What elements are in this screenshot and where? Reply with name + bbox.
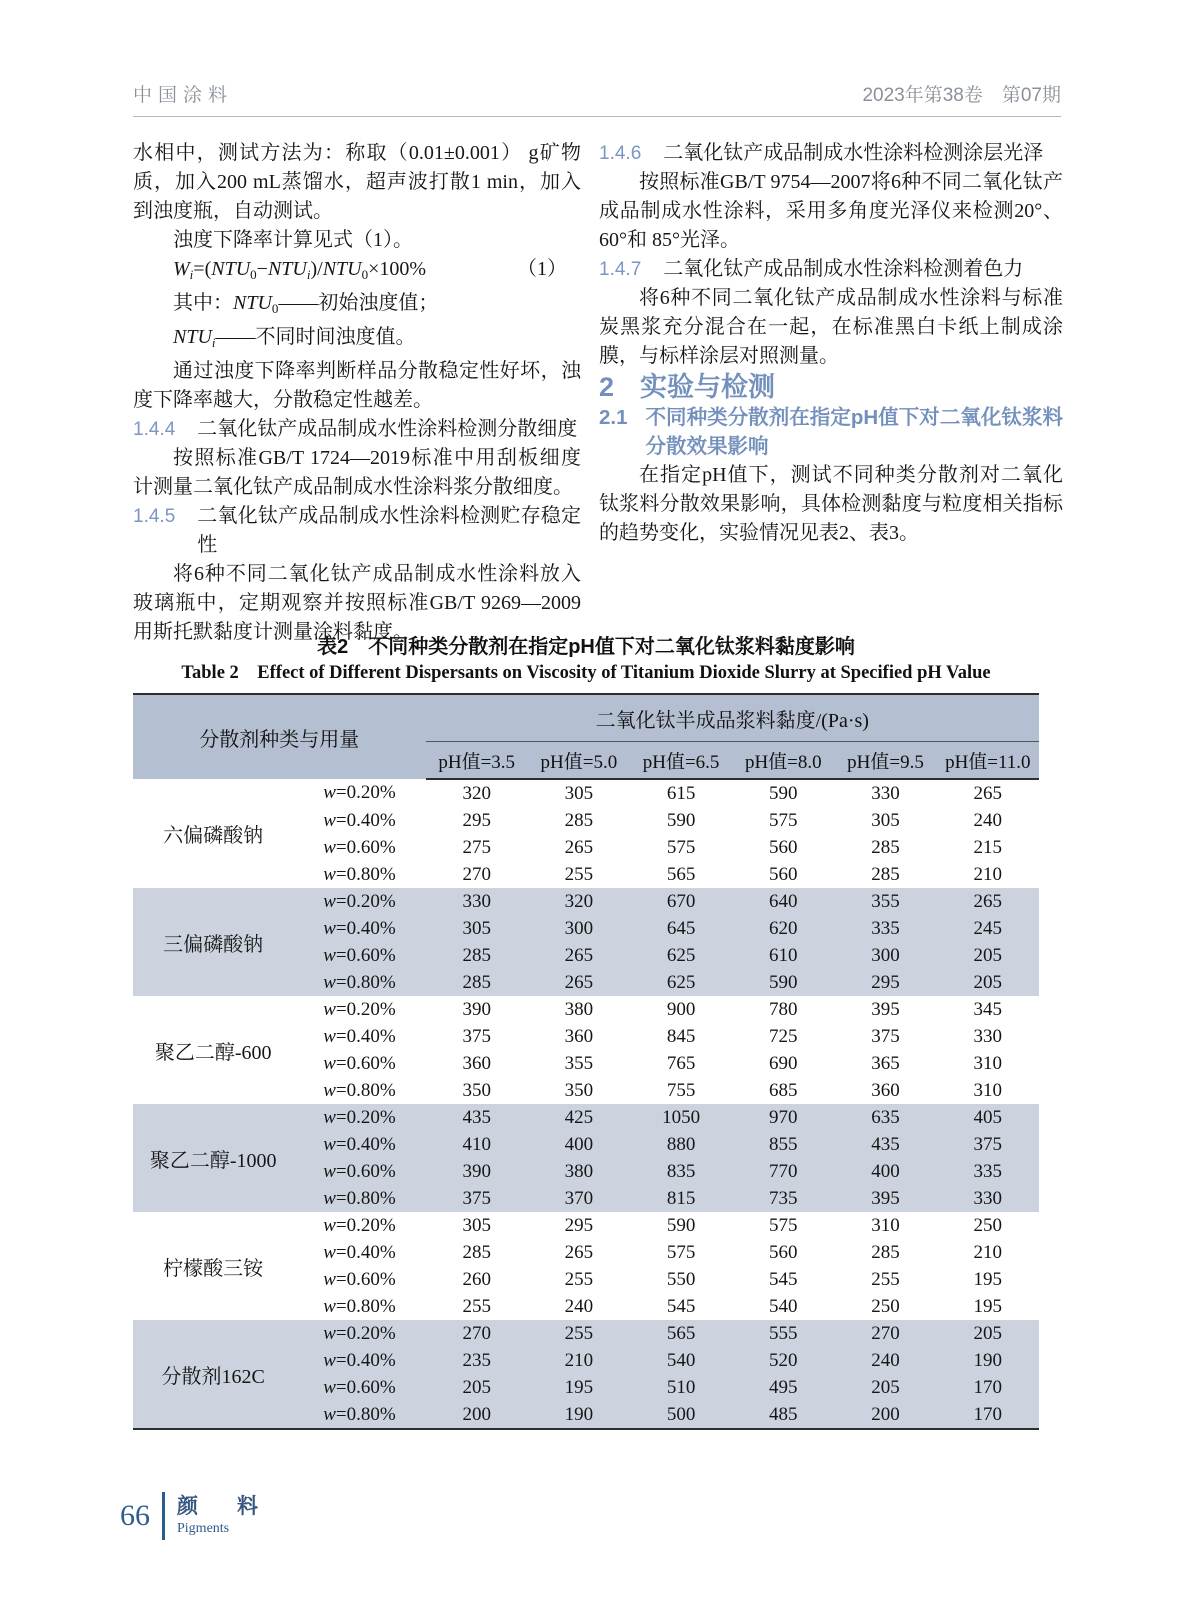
- viscosity-value-cell: 285: [426, 942, 528, 969]
- viscosity-value-cell: 1050: [630, 1104, 732, 1131]
- viscosity-value-cell: 300: [528, 915, 630, 942]
- viscosity-value-cell: 190: [528, 1401, 630, 1429]
- viscosity-value-cell: 405: [937, 1104, 1039, 1131]
- viscosity-value-cell: 330: [937, 1185, 1039, 1212]
- viscosity-value-cell: 305: [462, 1214, 491, 1236]
- viscosity-value-cell: 305: [871, 809, 900, 831]
- section-number: 1.4.7: [599, 259, 642, 280]
- footer-section: [177, 1494, 267, 1538]
- viscosity-value-cell: 200: [426, 1401, 528, 1429]
- viscosity-value-cell: 550: [666, 1268, 696, 1290]
- viscosity-value-cell: 240: [834, 1347, 936, 1374]
- viscosity-value-cell: 425: [528, 1104, 630, 1131]
- viscosity-value-cell: 265: [564, 1241, 594, 1263]
- journal-name: 中国涂料: [133, 85, 234, 106]
- dosage-cell: w=0.60%: [323, 1052, 396, 1074]
- dosage-cell: w=0.20%: [323, 1214, 396, 1236]
- viscosity-value-cell: 255: [564, 1268, 594, 1290]
- viscosity-value-cell: 640: [732, 888, 834, 915]
- section-heading-1-4-4: [133, 415, 581, 444]
- table-row: [133, 888, 1039, 915]
- table2-block: [133, 634, 1039, 1430]
- viscosity-value-cell: 380: [528, 1158, 630, 1185]
- text-run: ×100%: [368, 258, 427, 280]
- viscosity-value-cell: 350: [564, 1079, 594, 1101]
- dosage-cell: w=0.40%: [293, 1347, 425, 1374]
- viscosity-value-cell: 335: [937, 1158, 1039, 1185]
- text-run: i: [189, 267, 194, 282]
- section-number: 1.4.6: [599, 143, 642, 164]
- dosage-cell: w=0.20%: [323, 782, 396, 803]
- viscosity-value-cell: 765: [666, 1052, 696, 1074]
- dosage-cell: w=0.80%: [293, 969, 425, 996]
- viscosity-value-cell: 845: [666, 1025, 696, 1047]
- para-1-4-7: 将6种不同二氧化钛产成品制成水性涂料与标准炭黑浆充分混合在一起，在标准黑白卡纸上制成涂膜，与标样涂层对照测量。: [599, 287, 1063, 367]
- footer-section-cn: 颜 料: [177, 1495, 267, 1518]
- page-footer: [120, 1492, 267, 1540]
- table-row: [133, 779, 1039, 807]
- table-row: [133, 1104, 1039, 1131]
- viscosity-value-cell: 375: [937, 1131, 1039, 1158]
- viscosity-value-cell: 270: [834, 1320, 936, 1347]
- text-run: NTU: [322, 258, 362, 280]
- table-row: [133, 1212, 1039, 1239]
- viscosity-value-cell: 265: [528, 969, 630, 996]
- section-number: 1.4.4: [133, 419, 176, 440]
- viscosity-value-cell: 295: [564, 1214, 594, 1236]
- equation-number: （1）: [517, 258, 567, 280]
- section-number: 1.4.5: [133, 506, 176, 527]
- left-column: [133, 139, 581, 647]
- table-body: [133, 779, 1039, 1429]
- viscosity-value-cell: 265: [973, 782, 1003, 804]
- section-title: 二氧化钛产成品制成水性涂料检测贮存稳定性: [197, 505, 581, 556]
- viscosity-value-cell: 250: [973, 1214, 1003, 1236]
- viscosity-value-cell: 300: [834, 942, 936, 969]
- text-run: NTU: [211, 258, 251, 280]
- viscosity-value-cell: 205: [834, 1374, 936, 1401]
- viscosity-value-cell: 360: [871, 1079, 900, 1101]
- viscosity-value-cell: 205: [937, 969, 1039, 996]
- viscosity-value-cell: 555: [732, 1320, 834, 1347]
- viscosity-value-cell: 625: [630, 942, 732, 969]
- viscosity-value-cell: 195: [528, 1374, 630, 1401]
- viscosity-value-cell: 285: [871, 836, 900, 858]
- viscosity-value-cell: 855: [732, 1131, 834, 1158]
- dosage-cell: w=0.40%: [323, 1025, 396, 1047]
- dosage-cell: w=0.80%: [293, 1185, 425, 1212]
- viscosity-value-cell: 780: [769, 998, 798, 1020]
- viscosity-value-cell: 690: [769, 1052, 798, 1074]
- viscosity-value-cell: 240: [564, 1295, 594, 1317]
- viscosity-value-cell: 270: [426, 1320, 528, 1347]
- viscosity-value-cell: 245: [937, 915, 1039, 942]
- viscosity-value-cell: 880: [630, 1131, 732, 1158]
- viscosity-value-cell: 210: [973, 863, 1003, 885]
- viscosity-value-cell: 635: [834, 1104, 936, 1131]
- table-title-cn: 表2 不同种类分散剂在指定pH值下对二氧化钛浆料黏度影响: [317, 636, 855, 658]
- section-number: 2.1: [599, 406, 628, 429]
- viscosity-value-cell: 205: [937, 942, 1039, 969]
- text-run: NTU: [233, 292, 272, 314]
- dosage-cell: w=0.60%: [323, 1268, 396, 1290]
- issue-info: 2023年第38卷 第07期: [862, 85, 1061, 106]
- text-run: NTU: [173, 326, 212, 348]
- text-run: 0: [271, 301, 279, 316]
- page-number: 66: [120, 1499, 150, 1532]
- ph-column-header: pH值=6.5: [630, 742, 732, 780]
- viscosity-table: [133, 693, 1039, 1430]
- viscosity-value-cell: 590: [769, 782, 798, 804]
- dispersant-name-cell: 聚乙二醇-600: [154, 1041, 272, 1064]
- viscosity-value-cell: 210: [528, 1347, 630, 1374]
- viscosity-value-cell: 380: [564, 998, 594, 1020]
- viscosity-value-cell: 170: [937, 1374, 1039, 1401]
- viscosity-value-cell: 625: [630, 969, 732, 996]
- text-run: =(: [193, 258, 212, 280]
- dosage-cell: w=0.80%: [323, 863, 396, 885]
- viscosity-value-cell: 815: [630, 1185, 732, 1212]
- viscosity-value-cell: 200: [834, 1401, 936, 1429]
- viscosity-value-cell: 735: [732, 1185, 834, 1212]
- viscosity-value-cell: 320: [528, 888, 630, 915]
- viscosity-value-cell: 170: [937, 1401, 1039, 1429]
- table-header: [133, 694, 1039, 779]
- viscosity-value-cell: 540: [630, 1347, 732, 1374]
- viscosity-value-cell: 310: [871, 1214, 900, 1236]
- viscosity-value-cell: 335: [834, 915, 936, 942]
- dosage-cell: w=0.40%: [293, 1131, 425, 1158]
- dosage-cell: w=0.40%: [323, 1241, 396, 1263]
- header-dispersant-type: 分散剂种类与用量: [133, 694, 426, 779]
- viscosity-value-cell: 900: [666, 998, 696, 1020]
- viscosity-value-cell: 575: [666, 836, 696, 858]
- viscosity-value-cell: 590: [666, 1214, 696, 1236]
- text-run: NTU: [267, 258, 307, 280]
- dosage-cell: w=0.20%: [293, 1320, 425, 1347]
- viscosity-value-cell: 195: [973, 1295, 1003, 1317]
- viscosity-value-cell: 250: [871, 1295, 900, 1317]
- ph-column-header: pH值=9.5: [834, 742, 936, 780]
- dosage-cell: w=0.80%: [293, 1401, 425, 1429]
- viscosity-value-cell: 400: [528, 1131, 630, 1158]
- dispersant-name-cell: 分散剂162C: [133, 1320, 293, 1429]
- section-heading-1-4-5: [133, 502, 581, 560]
- viscosity-value-cell: 360: [462, 1052, 491, 1074]
- header-viscosity-group: 二氧化钛半成品浆料黏度/(Pa·s): [426, 694, 1039, 742]
- equation-expression: [173, 255, 426, 289]
- table-row: [133, 996, 1039, 1023]
- viscosity-value-cell: 560: [769, 863, 798, 885]
- viscosity-value-cell: 560: [769, 1241, 798, 1263]
- viscosity-value-cell: 375: [462, 1025, 491, 1047]
- viscosity-value-cell: 755: [666, 1079, 696, 1101]
- viscosity-value-cell: 265: [528, 942, 630, 969]
- section-title: 二氧化钛产成品制成水性涂料检测分散细度: [197, 418, 578, 440]
- viscosity-value-cell: 365: [871, 1052, 900, 1074]
- viscosity-value-cell: 255: [871, 1268, 900, 1290]
- viscosity-value-cell: 395: [871, 998, 900, 1020]
- text-run: i: [306, 267, 311, 282]
- viscosity-value-cell: 565: [630, 1320, 732, 1347]
- viscosity-value-cell: 360: [564, 1025, 594, 1047]
- dosage-cell: w=0.80%: [323, 1295, 396, 1317]
- viscosity-value-cell: 265: [937, 888, 1039, 915]
- viscosity-value-cell: 400: [834, 1158, 936, 1185]
- viscosity-value-cell: 390: [462, 998, 491, 1020]
- viscosity-value-cell: 205: [937, 1320, 1039, 1347]
- viscosity-value-cell: 215: [973, 836, 1003, 858]
- para-2-1: 在指定pH值下，测试不同种类分散剂对二氧化钛浆料分散效果影响，具体检测黏度与粒度相关指标的趋势变化，实验情况见表2、表3。: [599, 464, 1063, 544]
- dosage-cell: w=0.40%: [293, 915, 425, 942]
- viscosity-value-cell: 295: [462, 809, 491, 831]
- viscosity-value-cell: 355: [834, 888, 936, 915]
- viscosity-value-cell: 240: [973, 809, 1003, 831]
- footer-divider: [162, 1492, 165, 1540]
- viscosity-value-cell: 350: [462, 1079, 491, 1101]
- dosage-cell: w=0.20%: [293, 888, 425, 915]
- section-heading-1-4-7: [599, 255, 1063, 284]
- text-run: i: [211, 335, 216, 350]
- text-run: )/: [310, 258, 323, 280]
- text-run: 0: [361, 267, 369, 282]
- viscosity-value-cell: 435: [426, 1104, 528, 1131]
- dosage-cell: w=0.20%: [293, 1104, 425, 1131]
- viscosity-value-cell: 330: [871, 782, 900, 804]
- para-formula-intro: 浊度下降率计算见式（1）。: [173, 229, 413, 251]
- footer-section-en: Pigments: [177, 1521, 230, 1536]
- viscosity-value-cell: 500: [630, 1401, 732, 1429]
- viscosity-value-cell: 770: [732, 1158, 834, 1185]
- viscosity-value-cell: 205: [426, 1374, 528, 1401]
- viscosity-value-cell: 210: [973, 1241, 1003, 1263]
- viscosity-value-cell: 575: [666, 1241, 696, 1263]
- viscosity-value-cell: 320: [462, 782, 491, 804]
- viscosity-value-cell: 685: [769, 1079, 798, 1101]
- dosage-cell: w=0.40%: [323, 809, 396, 831]
- viscosity-value-cell: 255: [528, 1320, 630, 1347]
- dispersant-name-cell: 三偏磷酸钠: [133, 888, 293, 996]
- ph-column-header: pH值=8.0: [732, 742, 834, 780]
- viscosity-value-cell: 190: [937, 1347, 1039, 1374]
- ph-column-header: pH值=3.5: [426, 742, 528, 780]
- dosage-cell: w=0.60%: [293, 1158, 425, 1185]
- viscosity-value-cell: 410: [426, 1131, 528, 1158]
- viscosity-value-cell: 575: [769, 1214, 798, 1236]
- viscosity-value-cell: 260: [462, 1268, 491, 1290]
- viscosity-value-cell: 265: [564, 836, 594, 858]
- dosage-cell: w=0.60%: [323, 836, 396, 858]
- section-number: 2: [599, 372, 615, 402]
- equation-where-line-2: [133, 323, 581, 357]
- equation-where-line-1: [133, 289, 581, 323]
- viscosity-value-cell: 510: [630, 1374, 732, 1401]
- para-1-4-5: 将6种不同二氧化钛产成品制成水性涂料放入玻璃瓶中，定期观察并按照标准GB/T 9269—2009用斯托默黏度计测量涂料黏度。: [133, 563, 581, 643]
- viscosity-value-cell: 310: [973, 1079, 1003, 1101]
- text-run: ——初始浊度值；: [278, 292, 439, 314]
- ph-column-header: pH值=5.0: [528, 742, 630, 780]
- viscosity-value-cell: 345: [973, 998, 1003, 1020]
- dosage-cell: w=0.60%: [293, 1374, 425, 1401]
- viscosity-value-cell: 520: [732, 1347, 834, 1374]
- viscosity-value-cell: 285: [462, 1241, 491, 1263]
- ph-column-header: pH值=11.0: [937, 742, 1039, 780]
- table-row: [133, 1320, 1039, 1347]
- viscosity-value-cell: 645: [630, 915, 732, 942]
- viscosity-value-cell: 285: [564, 809, 594, 831]
- viscosity-value-cell: 395: [834, 1185, 936, 1212]
- dosage-cell: w=0.80%: [323, 1079, 396, 1101]
- para-1-4-4: 按照标准GB/T 1724—2019标准中用刮板细度计测量二氧化钛产成品制成水性涂料浆分散细度。: [133, 447, 581, 498]
- text-run: 其中：: [173, 292, 233, 314]
- viscosity-value-cell: 560: [769, 836, 798, 858]
- table-title-en: Table 2 Effect of Different Dispersants on Viscosity of Titanium Dioxide Slurry at Specified pH Value: [181, 663, 991, 683]
- viscosity-value-cell: 305: [426, 915, 528, 942]
- section-title: 不同种类分散剂在指定pH值下对二氧化钛浆料分散效果影响: [645, 406, 1063, 458]
- viscosity-value-cell: 295: [834, 969, 936, 996]
- viscosity-value-cell: 285: [871, 863, 900, 885]
- viscosity-value-cell: 285: [426, 969, 528, 996]
- viscosity-value-cell: 195: [973, 1268, 1003, 1290]
- section-heading-2-1: [599, 403, 1063, 461]
- dispersant-name-cell: 六偏磷酸钠: [163, 825, 264, 847]
- viscosity-value-cell: 330: [426, 888, 528, 915]
- viscosity-value-cell: 435: [834, 1131, 936, 1158]
- viscosity-value-cell: 375: [426, 1185, 528, 1212]
- viscosity-value-cell: 565: [666, 863, 696, 885]
- viscosity-value-cell: 725: [769, 1025, 798, 1047]
- viscosity-value-cell: 615: [666, 782, 696, 804]
- viscosity-value-cell: 575: [769, 809, 798, 831]
- dispersant-name-cell: 柠檬酸三铵: [163, 1257, 264, 1280]
- section-heading-2: [599, 371, 1063, 403]
- viscosity-value-cell: 375: [871, 1025, 900, 1047]
- viscosity-value-cell: 275: [462, 836, 491, 858]
- right-column: [599, 139, 1063, 548]
- viscosity-value-cell: 590: [666, 809, 696, 831]
- text-run: 0: [250, 267, 257, 282]
- dispersant-name-cell: 聚乙二醇-1000: [133, 1104, 293, 1212]
- viscosity-value-cell: 545: [666, 1295, 696, 1317]
- viscosity-value-cell: 305: [564, 782, 594, 804]
- text-run: −: [256, 258, 268, 280]
- viscosity-value-cell: 255: [462, 1295, 491, 1317]
- text-run: ——不同时间浊度值。: [215, 326, 416, 348]
- viscosity-value-cell: 545: [769, 1268, 798, 1290]
- viscosity-value-cell: 835: [630, 1158, 732, 1185]
- viscosity-value-cell: 235: [426, 1347, 528, 1374]
- viscosity-value-cell: 330: [973, 1025, 1003, 1047]
- section-title: 二氧化钛产成品制成水性涂料检测着色力: [663, 258, 1024, 280]
- viscosity-value-cell: 355: [564, 1052, 594, 1074]
- viscosity-value-cell: 485: [732, 1401, 834, 1429]
- viscosity-value-cell: 390: [426, 1158, 528, 1185]
- viscosity-value-cell: 620: [732, 915, 834, 942]
- para-stability-judgement: 通过浊度下降率判断样品分散稳定性好坏，浊度下降率越大，分散稳定性越差。: [133, 360, 581, 411]
- viscosity-value-cell: 540: [769, 1295, 798, 1317]
- viscosity-value-cell: 670: [630, 888, 732, 915]
- section-heading-1-4-6: [599, 139, 1063, 168]
- dosage-cell: w=0.20%: [323, 998, 396, 1020]
- page-header: [133, 80, 1061, 117]
- para-measure-method: 水相中，测试方法为：称取（0.01±0.001） g矿物质，加入200 mL蒸馏水，超声波打散1 min，加入到浊度瓶，自动测试。: [133, 142, 581, 222]
- viscosity-value-cell: 310: [973, 1052, 1003, 1074]
- viscosity-value-cell: 370: [528, 1185, 630, 1212]
- para-1-4-6: 按照标准GB/T 9754—2007将6种不同二氧化钛产成品制成水性涂料，采用多角度光泽仪来检测20°、60°和 85°光泽。: [599, 171, 1063, 251]
- dosage-cell: w=0.60%: [293, 942, 425, 969]
- text-run: W: [173, 258, 190, 280]
- viscosity-value-cell: 255: [564, 863, 594, 885]
- viscosity-value-cell: 285: [871, 1241, 900, 1263]
- viscosity-value-cell: 495: [732, 1374, 834, 1401]
- viscosity-value-cell: 970: [732, 1104, 834, 1131]
- viscosity-value-cell: 610: [732, 942, 834, 969]
- section-title: 二氧化钛产成品制成水性涂料检测涂层光泽: [663, 142, 1044, 164]
- viscosity-value-cell: 270: [462, 863, 491, 885]
- viscosity-value-cell: 590: [732, 969, 834, 996]
- equation-1: [133, 255, 581, 289]
- section-title: 实验与检测: [640, 372, 776, 402]
